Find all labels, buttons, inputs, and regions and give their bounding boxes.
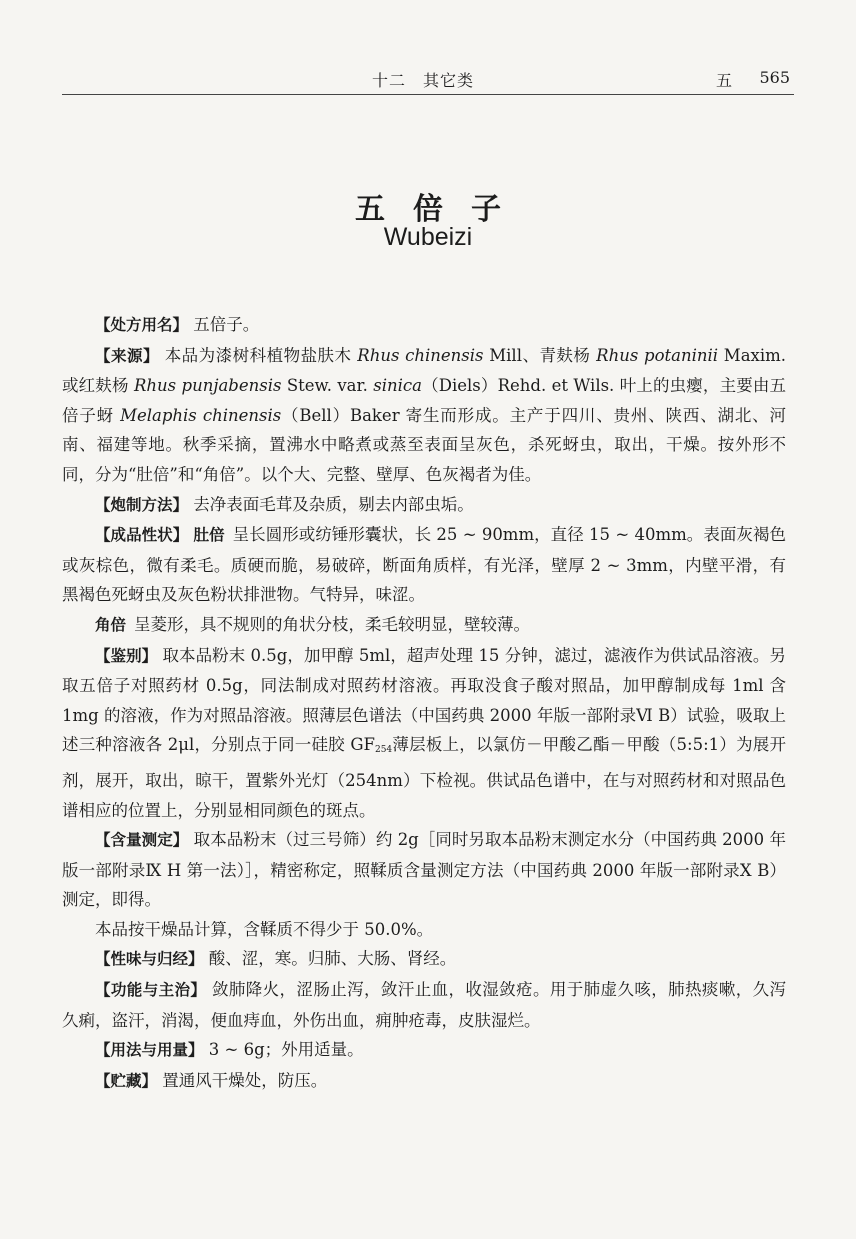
species-rhus-chinensis: Rhus chinensis [357, 345, 484, 365]
running-head-section: 十二 其它类 [372, 71, 475, 90]
text-source-2: Mill、青麸杨 [483, 345, 597, 365]
subhead-dubei: 肚倍 [193, 526, 225, 545]
text-functions: 敛肺降火，涩肠止泻，敛汗止血，收湿敛疮。用于肺虚久咳，肺热痰嗽，久泻久痢，盗汗，消渴，便血痔血，外伤出血，痈肿疮毒，皮肤湿烂。 [62, 980, 787, 1030]
text-assay-limit: 本品按干燥品计算，含鞣质不得少于 50.0%。 [95, 919, 434, 939]
text-nature-meridian: 酸、涩，寒。归肺、大肠、肾经。 [208, 949, 457, 969]
subhead-jiaobei: 角倍 [95, 615, 127, 634]
text-processing: 去净表面毛茸及杂质，剔去内部虫垢。 [193, 494, 474, 514]
text-identification-1: 取本品粉末 0.5g，加甲醇 5ml，超声处理 15 分钟，滤过，滤液作为供试品溶液。另取五倍子对照药材 0.5g，同法制成对照药材溶液。再取没食子酸对照品，加甲醇制成每 1ml 含 1mg 的溶液，作为对照品溶液。照薄层色谱法（中国药典 2000 年版一部附录Ⅵ B）试验，吸取上述三种溶液各 2μl，分别点于同一硅胶 GF [62, 645, 786, 755]
entry-characteristics-jiaobei [62, 610, 786, 641]
pinyin-title: Wubeizi [383, 223, 473, 251]
label-characteristics: 【成品性状】 [95, 526, 189, 545]
text-source-4: Stew. var. [281, 376, 374, 396]
text-prescription-name: 五倍子。 [193, 315, 260, 334]
label-nature-meridian: 【性味与归经】 [95, 950, 204, 969]
text-source-5: （Diels）Rehd. et Wils. 叶上的虫瘿，主要由五倍子蚜 [62, 376, 787, 425]
text-source-1: 本品为漆树科植物盐肤木 [164, 345, 358, 365]
label-identification: 【鉴别】 [95, 646, 158, 665]
entry-identification [62, 641, 786, 826]
label-processing: 【炮制方法】 [95, 495, 189, 514]
label-functions: 【功能与主治】 [95, 981, 207, 1000]
page-number: 565 [759, 68, 790, 87]
entry-storage [62, 1066, 786, 1097]
subscript-254: 254 [374, 745, 393, 756]
entry-processing [62, 490, 786, 521]
text-dosage: 3 ~ 6g；外用适量。 [208, 1040, 364, 1060]
entry-prescription-name [62, 310, 786, 341]
label-prescription-name: 【处方用名】 [95, 316, 189, 334]
entry-dosage [62, 1035, 786, 1066]
page-title: 五倍子 [355, 192, 529, 227]
species-rhus-potaninii: Rhus potaninii [596, 345, 719, 365]
label-storage: 【贮藏】 [95, 1071, 158, 1090]
entry-assay [62, 825, 786, 915]
entry-nature-meridian [62, 944, 786, 975]
entry-assay-limit [62, 915, 786, 945]
entry-source [62, 341, 786, 490]
text-dubei: 呈长圆形或纺锤形囊状，长 25 ~ 90mm，直径 15 ~ 40mm。表面灰褐色或灰棕色，微有柔毛。质硬而脆，易破碎，断面角质样，有光泽，壁厚 2 ~ 3mm，内壁平滑，有黑褐色死蚜虫及灰色粉状排泄物。气特异，味涩。 [62, 525, 786, 605]
label-assay: 【含量测定】 [95, 831, 189, 850]
running-head-chapter: 五 [715, 71, 732, 90]
entry-characteristics [62, 520, 786, 610]
species-melaphis-chinensis: Melaphis chinensis [120, 405, 282, 425]
species-rhus-punjabensis: Rhus punjabensis [133, 376, 282, 396]
text-jiaobei: 呈菱形，具不规则的角状分枝，柔毛较明显，壁较薄。 [134, 614, 531, 634]
text-identification-2: 薄层板上，以氯仿－甲酸乙酯－甲酸（5:5:1）为展开剂，展开，取出，晾干，置紫外光灯（254nm）下检视。供试品色谱中，在与对照药材和对照品色谱相应的位置上，分别显相同颜色的斑点。 [62, 735, 786, 820]
text-assay: 取本品粉末（过三号筛）约 2g［同时另取本品粉末测定水分（中国药典 2000 年版一部附录Ⅸ H 第一法）］，精密称定，照鞣质含量测定方法（中国药典 2000 年版一部附录Ⅹ B）测定，即得。 [62, 830, 786, 910]
text-storage: 置通风干燥处，防压。 [162, 1070, 328, 1090]
variety-sinica: sinica [373, 376, 422, 396]
label-source: 【来源】 [95, 346, 159, 365]
running-head [62, 64, 794, 95]
monograph-body [62, 310, 786, 1096]
entry-functions [62, 975, 786, 1035]
label-dosage: 【用法与用量】 [95, 1041, 204, 1060]
text-source-6: （Bell）Baker 寄生而形成。主产于四川、贵州、陕西、湖北、河南、福建等地。秋季采摘，置沸水中略煮或蒸至表面呈灰色，杀死蚜虫，取出，干燥。按外形不同，分为“肚倍”和“角倍”。以个大、完整、壁厚、色灰褐者为佳。 [62, 405, 786, 484]
text-source-3: Maxim.或红麸杨 [62, 345, 787, 396]
